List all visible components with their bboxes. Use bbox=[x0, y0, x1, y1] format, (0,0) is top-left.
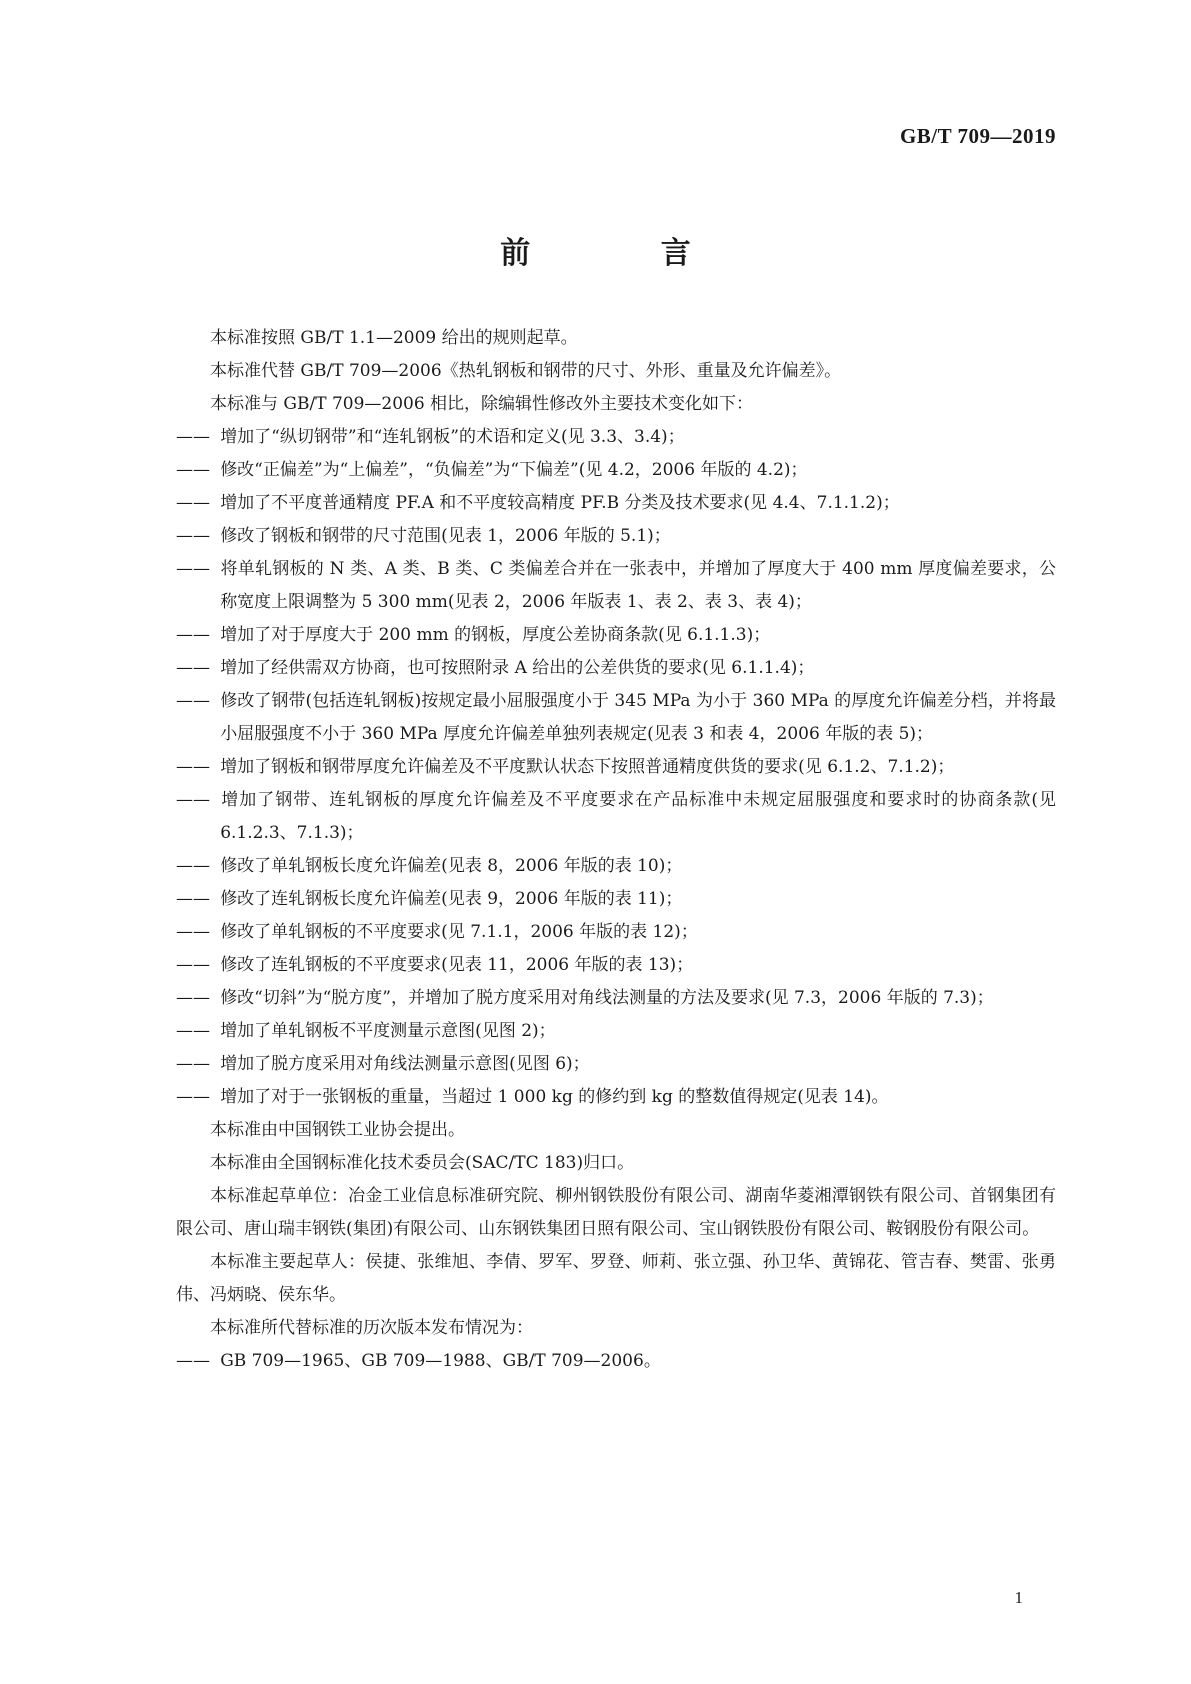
paragraph-drafters: 本标准主要起草人：侯捷、张维旭、李倩、罗军、罗登、师莉、张立强、孙卫华、黄锦花、管吉春、樊雷、张勇伟、冯炳晓、侯东华。 bbox=[176, 1252, 1056, 1305]
dash-mark: —— bbox=[176, 1087, 210, 1107]
page-title: 前 言 bbox=[500, 236, 751, 271]
paragraph-replaces: 本标准代替 GB/T 709—2006《热轧钢板和钢带的尺寸、外形、重量及允许偏差》。 bbox=[210, 361, 842, 381]
list-item: —— 修改了单轧钢板长度允许偏差(见表 8，2006 年版的表 10)； bbox=[176, 850, 1056, 883]
list-item: —— 增加了钢带、连轧钢板的厚度允许偏差及不平度要求在产品标准中未规定屈服强度和要求时的协商条款(见 6.1.2.3、7.1.3)； bbox=[176, 784, 1056, 850]
list-item: —— 修改了钢带(包括连轧钢板)按规定最小屈服强度小于 345 MPa 为小于 360 MPa 的厚度允许偏差分档，并将最小屈服强度不小于 360 MPa 厚度允许偏差单独列表规定(见表 3 和表 4，2006 年版的表 5)； bbox=[176, 685, 1056, 751]
dash-mark: —— bbox=[176, 658, 210, 678]
dash-mark: —— bbox=[176, 460, 210, 480]
dash-mark: —— bbox=[176, 526, 210, 546]
dash-mark: —— bbox=[176, 1054, 210, 1074]
paragraph-drafting-rules: 本标准按照 GB/T 1.1—2009 给出的规则起草。 bbox=[210, 328, 578, 348]
list-item: —— 增加了对于厚度大于 200 mm 的钢板，厚度公差协商条款(见 6.1.1.3)； bbox=[176, 619, 1056, 652]
list-item: —— 增加了不平度普通精度 PF.A 和不平度较高精度 PF.B 分类及技术要求(见 4.4、7.1.1.2)； bbox=[176, 487, 1056, 520]
dash-mark: —— bbox=[176, 922, 210, 942]
dash-mark: —— bbox=[176, 955, 210, 975]
dash-mark: —— bbox=[176, 691, 210, 711]
list-item: —— 修改了连轧钢板长度允许偏差(见表 9，2006 年版的表 11)； bbox=[176, 883, 1056, 916]
dash-mark: —— bbox=[176, 1021, 210, 1041]
paragraph-history-intro: 本标准所代替标准的历次版本发布情况为： bbox=[210, 1318, 533, 1338]
list-item: —— 修改了连轧钢板的不平度要求(见表 11，2006 年版的表 13)； bbox=[176, 949, 1056, 982]
paragraph-proposed-by: 本标准由中国钢铁工业协会提出。 bbox=[210, 1120, 465, 1140]
list-item: —— 增加了经供需双方协商，也可按照附录 A 给出的公差供货的要求(见 6.1.1.4)； bbox=[176, 652, 1056, 685]
list-item: —— 增加了“纵切钢带”和“连轧钢板”的术语和定义(见 3.3、3.4)； bbox=[176, 421, 1056, 454]
list-item: —— 修改“切斜”为“脱方度”，并增加了脱方度采用对角线法测量的方法及要求(见 7.3，2006 年版的 7.3)； bbox=[176, 982, 1056, 1015]
dash-mark: —— bbox=[176, 988, 210, 1008]
dash-mark: —— bbox=[176, 1351, 210, 1371]
standard-code: GB/T 709—2019 bbox=[899, 124, 1056, 148]
page-number: 1 bbox=[1014, 1588, 1023, 1607]
list-item: —— 修改了钢板和钢带的尺寸范围(见表 1，2006 年版的 5.1)； bbox=[176, 520, 1056, 553]
document-body bbox=[176, 322, 1056, 1378]
list-item: —— 修改了单轧钢板的不平度要求(见 7.1.1，2006 年版的表 12)； bbox=[176, 916, 1056, 949]
list-item: —— 将单轧钢板的 N 类、A 类、B 类、C 类偏差合并在一张表中，并增加了厚度大于 400 mm 厚度偏差要求，公称宽度上限调整为 5 300 mm(见表 2，2006 年版表 1、表 2、表 3、表 4)； bbox=[176, 553, 1056, 619]
dash-mark: —— bbox=[176, 559, 210, 579]
list-item: —— 修改“正偏差”为“上偏差”，“负偏差”为“下偏差”(见 4.2，2006 年版的 4.2)； bbox=[176, 454, 1056, 487]
dash-mark: —— bbox=[176, 625, 210, 645]
dash-mark: —— bbox=[176, 757, 210, 777]
list-item: —— 增加了单轧钢板不平度测量示意图(见图 2)； bbox=[176, 1015, 1056, 1048]
paragraph-changes-intro: 本标准与 GB/T 709—2006 相比，除编辑性修改外主要技术变化如下： bbox=[210, 394, 754, 414]
list-item: —— 增加了钢板和钢带厚度允许偏差及不平度默认状态下按照普通精度供货的要求(见 6.1.2、7.1.2)； bbox=[176, 751, 1056, 784]
changes-list bbox=[176, 421, 1056, 1114]
dash-mark: —— bbox=[176, 889, 210, 909]
dash-mark: —— bbox=[176, 790, 210, 810]
paragraph-administered-by: 本标准由全国钢标准化技术委员会(SAC/TC 183)归口。 bbox=[210, 1153, 635, 1173]
list-item: —— 增加了对于一张钢板的重量，当超过 1 000 kg 的修约到 kg 的整数值得规定(见表 14)。 bbox=[176, 1081, 1056, 1114]
dash-mark: —— bbox=[176, 427, 210, 447]
paragraph-drafting-units: 本标准起草单位：冶金工业信息标准研究院、柳州钢铁股份有限公司、湖南华菱湘潭钢铁有限公司、首钢集团有限公司、唐山瑞丰钢铁(集团)有限公司、山东钢铁集团日照有限公司、宝山钢铁股份有限公司、鞍钢股份有限公司。 bbox=[176, 1186, 1056, 1239]
history-item: —— GB 709—1965、GB 709—1988、GB/T 709—2006。 bbox=[176, 1345, 1056, 1378]
dash-mark: —— bbox=[176, 493, 210, 513]
list-item: —— 增加了脱方度采用对角线法测量示意图(见图 6)； bbox=[176, 1048, 1056, 1081]
dash-mark: —— bbox=[176, 856, 210, 876]
